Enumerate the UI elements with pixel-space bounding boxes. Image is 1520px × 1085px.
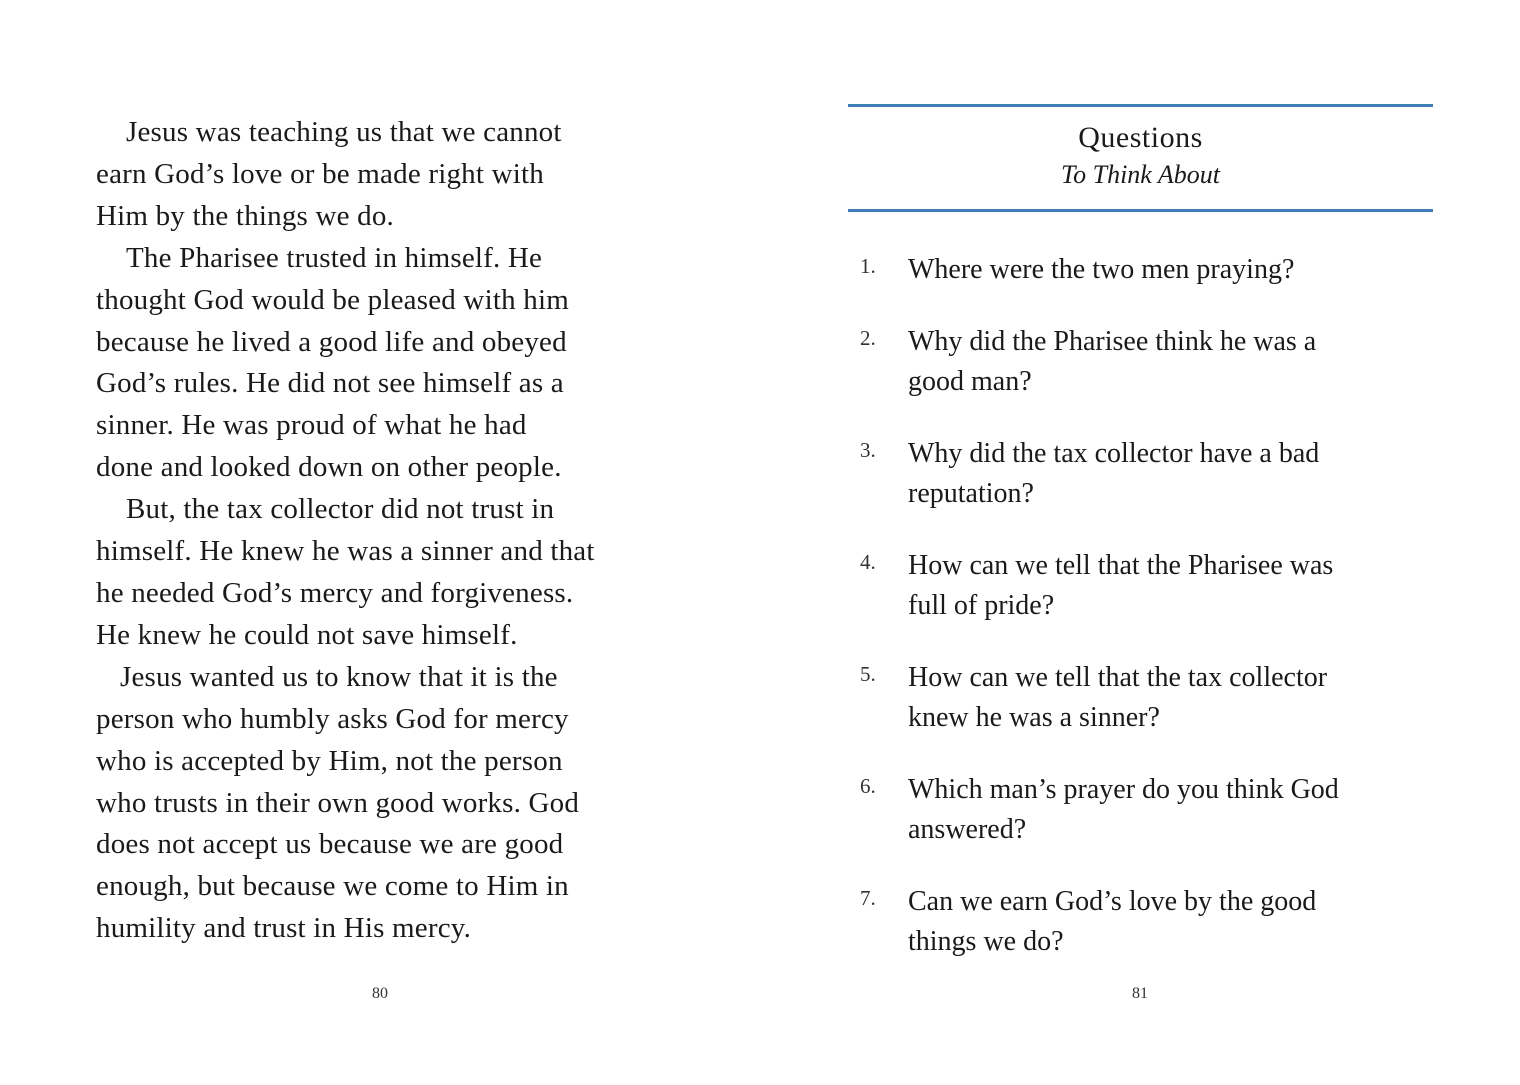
paragraph-3 — [96, 489, 676, 657]
text-line: He knew he could not save himself. — [96, 618, 518, 651]
question-number: 1. — [860, 254, 876, 278]
text-line: done and looked down on other people. — [96, 451, 562, 484]
header-rule-bottom — [848, 209, 1433, 212]
text-line: humility and trust in His mercy. — [96, 912, 472, 945]
question-text — [908, 250, 1428, 290]
text-line: who trusts in their own good works. God — [96, 786, 580, 819]
question-line: answered? — [908, 814, 1027, 845]
question-number: 4. — [860, 550, 876, 574]
question-text — [908, 546, 1428, 626]
question-line: Why did the tax collector have a bad — [908, 438, 1320, 469]
paragraph-4 — [96, 657, 676, 950]
text-line: sinner. He was proud of what he had — [96, 409, 527, 442]
question-text — [908, 434, 1428, 514]
question-text — [908, 770, 1428, 850]
question-line: Can we earn God’s love by the good — [908, 886, 1317, 917]
text-line: Jesus wanted us to know that it is the — [120, 660, 558, 693]
page-number-right: 81 — [1132, 985, 1148, 1002]
question-line: reputation? — [908, 478, 1034, 509]
left-page-body — [96, 112, 676, 950]
page-number-left: 80 — [372, 985, 388, 1002]
question-number: 6. — [860, 774, 876, 798]
question-line: knew he was a sinner? — [908, 702, 1160, 733]
question-number: 3. — [860, 438, 876, 462]
text-line: Jesus was teaching us that we cannot — [126, 116, 562, 148]
text-line: The Pharisee trusted in himself. He — [126, 241, 543, 274]
right-page — [760, 0, 1520, 1085]
text-line: God’s rules. He did not see himself as a — [96, 367, 564, 400]
text-line: thought God would be pleased with him — [96, 283, 569, 316]
question-line: full of pride? — [908, 590, 1055, 621]
text-line: But, the tax collector did not trust in — [126, 493, 555, 526]
text-line: person who humbly asks God for mercy — [96, 702, 569, 735]
question-number: 2. — [860, 326, 876, 350]
text-line: does not accept us because we are good — [96, 828, 564, 861]
question-line: Which man’s prayer do you think God — [908, 774, 1339, 805]
question-line: How can we tell that the Pharisee was — [908, 550, 1334, 581]
text-line: who is accepted by Him, not the person — [96, 744, 563, 777]
text-line: himself. He knew he was a sinner and that — [96, 535, 595, 568]
paragraph-2 — [96, 238, 676, 489]
question-text — [908, 658, 1428, 738]
question-text — [908, 882, 1428, 962]
question-number: 7. — [860, 886, 876, 910]
question-number: 5. — [860, 662, 876, 686]
header-rule-top — [848, 104, 1433, 107]
text-line: Him by the things we do. — [96, 199, 395, 232]
text-line: enough, but because we come to Him in — [96, 870, 569, 903]
question-line: Why did the Pharisee think he was a — [908, 326, 1317, 357]
text-line: earn God’s love or be made right with — [96, 157, 544, 190]
section-subtitle: To Think About — [1061, 160, 1220, 189]
text-line: he needed God’s mercy and forgiveness. — [96, 576, 574, 609]
question-line: good man? — [908, 366, 1032, 397]
text-line: because he lived a good life and obeyed — [96, 325, 567, 358]
question-line: Where were the two men praying? — [908, 254, 1295, 285]
question-line: How can we tell that the tax collector — [908, 662, 1328, 693]
paragraph-1 — [96, 112, 676, 238]
section-title: Questions — [1078, 121, 1203, 154]
question-text — [908, 322, 1428, 402]
question-line: things we do? — [908, 926, 1064, 957]
